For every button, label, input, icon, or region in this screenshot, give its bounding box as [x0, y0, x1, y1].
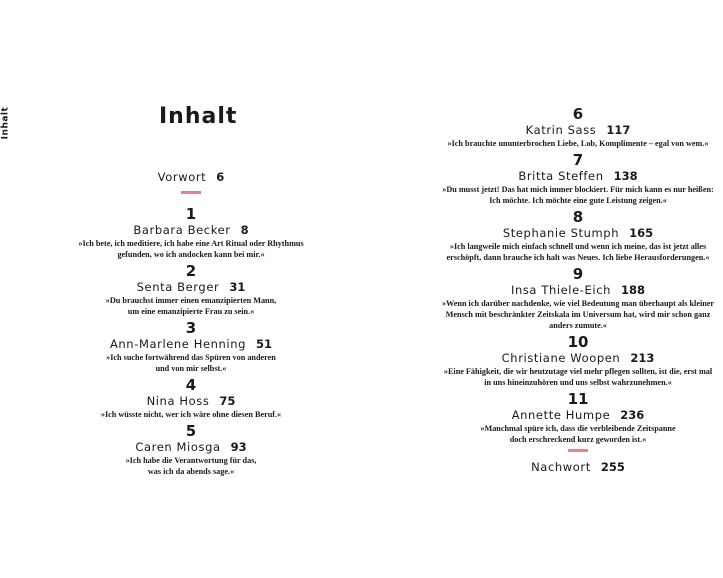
chapter-name-line: [56, 440, 326, 454]
side-label-text: Inhalt: [0, 106, 11, 140]
chapter-name-line: [433, 283, 723, 297]
quote-line: Ich möchte. Ich möchte eine gute Leistung zeigen.«: [489, 196, 667, 205]
quote-line: »Manchmal spüre ich, dass die verbleibende Zeitspanne: [480, 424, 676, 433]
chapter-quote: [433, 423, 723, 445]
chapter-number: 7: [572, 151, 584, 169]
quote-line: »Wenn ich darüber nachdenke, wie viel Bedeutung man überhaupt als kleiner: [441, 299, 715, 308]
chapter-page: 213: [630, 351, 655, 365]
vorwort-page: 6: [216, 170, 225, 184]
side-chapter-label: [2, 104, 16, 144]
chapter-number: 5: [185, 422, 197, 440]
quote-line: in uns hineinzuhören und uns selbst wahrzunehmen.«: [484, 378, 672, 387]
chapter-number: 4: [185, 376, 197, 394]
quote-line: »Eine Fähigkeit, die wir heutzutage viel mehr pflegen sollten, ist die, erst mal: [443, 367, 713, 376]
chapter-number: 6: [572, 105, 584, 123]
nachwort-label: Nachwort: [531, 460, 591, 474]
chapter-number: 2: [185, 262, 197, 280]
toc-entry[interactable]: [433, 209, 723, 263]
chapter-name: Katrin Sass: [525, 123, 597, 137]
chapter-quote: [56, 455, 326, 477]
chapter-name: Annette Humpe: [511, 408, 611, 422]
chapter-number: 8: [572, 208, 584, 226]
chapter-name-line: [56, 394, 326, 408]
toc-entry[interactable]: [433, 106, 723, 149]
vorwort-line: [56, 170, 326, 185]
quote-line: »Du brauchst immer einen emanzipierten Mann,: [105, 296, 277, 305]
chapter-number: 9: [572, 265, 584, 283]
chapter-page: 93: [230, 440, 247, 454]
quote-line: und von mir selbst.«: [155, 364, 227, 373]
toc-entry[interactable]: [433, 152, 723, 206]
quote-line: »Du musst jetzt! Das hat mich immer blockiert. Für mich kann es nur heißen:: [442, 185, 714, 194]
chapter-page: 117: [606, 123, 631, 137]
chapter-quote: [56, 238, 326, 260]
chapter-page: 8: [240, 223, 249, 237]
chapter-page: 236: [620, 408, 645, 422]
toc-right-column: [433, 106, 723, 475]
quote-line: »Ich suche fortwährend das Spüren von anderen: [106, 353, 276, 362]
chapter-name: Stephanie Stumph: [502, 226, 620, 240]
chapter-name-line: [56, 280, 326, 294]
quote-line: »Ich wüsste nicht, wer ich wäre ohne diesen Beruf.«: [100, 410, 282, 419]
toc-vorwort[interactable]: [56, 170, 326, 185]
toc-entry[interactable]: [433, 266, 723, 331]
chapter-name-line: [433, 123, 723, 137]
chapter-name-line: [433, 408, 723, 422]
chapter-page: 51: [256, 337, 273, 351]
toc-entry[interactable]: [56, 423, 326, 477]
chapter-quote: [56, 295, 326, 317]
chapter-name-line: [433, 351, 723, 365]
toc-entry[interactable]: [433, 391, 723, 445]
chapter-name: Senta Berger: [136, 280, 220, 294]
chapter-number: 1: [185, 205, 197, 223]
chapter-quote: [433, 298, 723, 331]
quote-line: anders zumute.«: [549, 321, 607, 330]
toc-entry[interactable]: [56, 377, 326, 420]
chapter-page: 75: [219, 394, 236, 408]
chapter-name: Christiane Woopen: [501, 351, 621, 365]
chapter-name-line: [433, 226, 723, 240]
chapter-quote: [433, 184, 723, 206]
chapter-number: 3: [185, 319, 197, 337]
quote-line: doch erschreckend kurz geworden ist.«: [509, 435, 647, 444]
chapter-quote: [433, 138, 723, 149]
page-title: Inhalt: [159, 104, 238, 129]
chapter-name-line: [56, 223, 326, 237]
divider-bar: [181, 191, 201, 194]
toc-entry[interactable]: [56, 206, 326, 260]
quote-line: um eine emanzipierte Frau zu sein.«: [127, 307, 255, 316]
quote-line: was ich da abends sage.«: [147, 467, 235, 476]
quote-line: Mensch mit beschränkter Zeitskala im Universum hat, wird mir schon ganz: [445, 310, 711, 319]
chapter-name: Ann-Marlene Henning: [109, 337, 247, 351]
chapter-quote: [56, 409, 326, 420]
nachwort-page: 255: [600, 460, 625, 474]
chapter-name: Insa Thiele-Eich: [510, 283, 612, 297]
toc-nachwort[interactable]: [433, 460, 723, 475]
chapter-name: Britta Steffen: [518, 169, 604, 183]
nachwort-line: [433, 460, 723, 475]
chapter-number: 11: [567, 390, 589, 408]
toc-entry[interactable]: [433, 334, 723, 388]
chapter-page: 165: [629, 226, 654, 240]
quote-line: erschöpft, dann brauche ich halt was Neues. Ich liebe Herausforderungen.«: [446, 253, 710, 262]
chapter-quote: [433, 241, 723, 263]
quote-line: »Ich brauchte ununterbrochen Liebe, Lob, Komplimente – egal von wem.«: [447, 139, 709, 148]
toc-left-column: [56, 170, 326, 480]
chapter-name: Nina Hoss: [146, 394, 210, 408]
toc-entry[interactable]: [56, 263, 326, 317]
toc-entry[interactable]: [56, 320, 326, 374]
chapter-name: Barbara Becker: [133, 223, 231, 237]
chapter-quote: [56, 352, 326, 374]
chapter-name: Caren Miosga: [135, 440, 221, 454]
chapter-number: 10: [567, 333, 589, 351]
chapter-page: 31: [229, 280, 246, 294]
divider-bar: [568, 449, 588, 452]
chapter-name-line: [433, 169, 723, 183]
quote-line: gefunden, wo ich andocken kann bei mir.«: [117, 250, 265, 259]
vorwort-label: Vorwort: [157, 170, 207, 184]
chapter-quote: [433, 366, 723, 388]
quote-line: »Ich habe die Verantwortung für das,: [125, 456, 257, 465]
chapter-name-line: [56, 337, 326, 351]
quote-line: »Ich bete, ich meditiere, ich habe eine Art Ritual oder Rhythmus: [78, 239, 304, 248]
chapter-page: 188: [621, 283, 646, 297]
chapter-page: 138: [613, 169, 638, 183]
quote-line: »Ich langweile mich einfach schnell und wenn ich meine, das ist jetzt alles: [449, 242, 707, 251]
